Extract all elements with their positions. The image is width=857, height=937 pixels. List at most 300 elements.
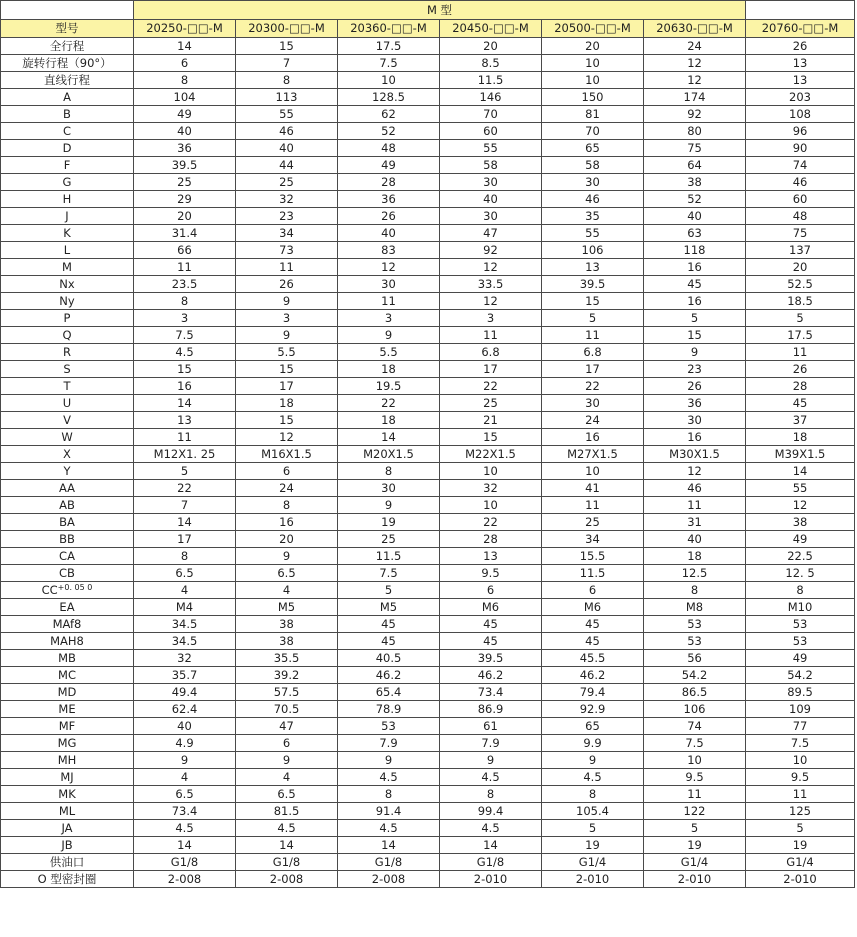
value-cell: 19 <box>542 837 644 854</box>
value-cell: 9.5 <box>746 769 855 786</box>
value-cell: 49 <box>746 531 855 548</box>
value-cell: 10 <box>644 752 746 769</box>
value-cell: 73.4 <box>440 684 542 701</box>
value-cell: 6.5 <box>134 565 236 582</box>
value-cell: 8.5 <box>440 55 542 72</box>
value-cell: G1/8 <box>236 854 338 871</box>
value-cell: 34 <box>236 225 338 242</box>
value-cell: 36 <box>134 140 236 157</box>
value-cell: 13 <box>746 55 855 72</box>
value-cell: G1/8 <box>440 854 542 871</box>
value-cell: 20 <box>134 208 236 225</box>
value-cell: 25 <box>440 395 542 412</box>
value-cell: G1/4 <box>746 854 855 871</box>
value-cell: 16 <box>134 378 236 395</box>
value-cell: 28 <box>440 531 542 548</box>
value-cell: 14 <box>134 514 236 531</box>
value-cell: 2-010 <box>542 871 644 888</box>
value-cell: M20X1.5 <box>338 446 440 463</box>
row-label: ML <box>1 803 134 820</box>
spec-row <box>1 735 855 752</box>
spec-row <box>1 89 855 106</box>
value-cell: M16X1.5 <box>236 446 338 463</box>
value-cell: M8 <box>644 599 746 616</box>
value-cell: 106 <box>542 242 644 259</box>
value-cell: 8 <box>134 293 236 310</box>
value-cell: 7.5 <box>338 55 440 72</box>
value-cell: 48 <box>746 208 855 225</box>
value-cell: 17 <box>440 361 542 378</box>
value-cell: 23.5 <box>134 276 236 293</box>
spec-row <box>1 140 855 157</box>
row-label: CB <box>1 565 134 582</box>
value-cell: 70 <box>542 123 644 140</box>
value-cell: 40 <box>644 208 746 225</box>
value-cell: 30 <box>542 174 644 191</box>
value-cell: 34 <box>542 531 644 548</box>
value-cell: 4 <box>134 769 236 786</box>
value-cell: 9 <box>338 327 440 344</box>
value-cell: 44 <box>236 157 338 174</box>
value-cell: 14 <box>746 463 855 480</box>
value-cell: 30 <box>338 480 440 497</box>
spec-row <box>1 718 855 735</box>
value-cell: 64 <box>644 157 746 174</box>
corner-cell <box>1 1 134 20</box>
value-cell: 18 <box>338 412 440 429</box>
value-cell: 56 <box>644 650 746 667</box>
value-cell: 8 <box>644 582 746 599</box>
spec-row <box>1 837 855 854</box>
spec-row <box>1 633 855 650</box>
value-cell: 4.5 <box>134 344 236 361</box>
value-cell: 4.5 <box>338 769 440 786</box>
value-cell: 10 <box>542 55 644 72</box>
value-cell: 15 <box>542 293 644 310</box>
value-cell: 4 <box>236 769 338 786</box>
value-cell: 46.2 <box>338 667 440 684</box>
value-cell: 75 <box>746 225 855 242</box>
spec-row <box>1 157 855 174</box>
spec-row <box>1 72 855 89</box>
spec-row <box>1 752 855 769</box>
value-cell: 92.9 <box>542 701 644 718</box>
value-cell: 15.5 <box>542 548 644 565</box>
value-cell: 16 <box>236 514 338 531</box>
spec-row <box>1 225 855 242</box>
value-cell: 73 <box>236 242 338 259</box>
value-cell: 24 <box>236 480 338 497</box>
value-cell: 5 <box>746 310 855 327</box>
value-cell: 53 <box>644 616 746 633</box>
value-cell: 9 <box>134 752 236 769</box>
value-cell: 23 <box>236 208 338 225</box>
value-cell: 92 <box>644 106 746 123</box>
row-label: MB <box>1 650 134 667</box>
spec-row <box>1 531 855 548</box>
value-cell: 80 <box>644 123 746 140</box>
value-cell: 6 <box>542 582 644 599</box>
value-cell: 45 <box>338 633 440 650</box>
row-label: EA <box>1 599 134 616</box>
value-cell: 4.5 <box>542 769 644 786</box>
value-cell: 15 <box>236 361 338 378</box>
value-cell: 4 <box>236 582 338 599</box>
value-cell: 6 <box>236 735 338 752</box>
value-cell: 14 <box>440 837 542 854</box>
value-cell: G1/4 <box>644 854 746 871</box>
value-cell: 15 <box>644 327 746 344</box>
model-header: 20630-□□-M <box>644 20 746 38</box>
spec-row <box>1 820 855 837</box>
value-cell: 29 <box>134 191 236 208</box>
spec-row <box>1 565 855 582</box>
value-cell: 106 <box>644 701 746 718</box>
spec-row <box>1 395 855 412</box>
value-cell: 17.5 <box>746 327 855 344</box>
row-label: MF <box>1 718 134 735</box>
value-cell: 74 <box>644 718 746 735</box>
value-cell: 58 <box>542 157 644 174</box>
value-cell: 20 <box>236 531 338 548</box>
spec-row <box>1 38 855 55</box>
value-cell: 4.9 <box>134 735 236 752</box>
value-cell: 5 <box>746 820 855 837</box>
value-cell: 99.4 <box>440 803 542 820</box>
value-cell: 45 <box>440 633 542 650</box>
value-cell: 14 <box>134 395 236 412</box>
value-cell: 40 <box>134 718 236 735</box>
model-header: 20760-□□-M <box>746 20 855 38</box>
value-cell: M4 <box>134 599 236 616</box>
value-cell: M22X1.5 <box>440 446 542 463</box>
value-cell: 15 <box>134 361 236 378</box>
value-cell: 53 <box>746 633 855 650</box>
value-cell: 8 <box>236 497 338 514</box>
value-cell: 24 <box>644 38 746 55</box>
value-cell: 25 <box>338 531 440 548</box>
value-cell: 150 <box>542 89 644 106</box>
value-cell: 5 <box>644 310 746 327</box>
value-cell: 15 <box>440 429 542 446</box>
value-cell: 5.5 <box>236 344 338 361</box>
value-cell: 18 <box>644 548 746 565</box>
value-cell: 9.5 <box>644 769 746 786</box>
row-label: K <box>1 225 134 242</box>
tolerance-note: +0. 05 0 <box>57 583 93 592</box>
value-cell: 2-010 <box>746 871 855 888</box>
value-cell: 4 <box>134 582 236 599</box>
value-cell: M39X1.5 <box>746 446 855 463</box>
value-cell: G1/8 <box>338 854 440 871</box>
value-cell: 128.5 <box>338 89 440 106</box>
value-cell: 12 <box>746 497 855 514</box>
spec-row <box>1 803 855 820</box>
value-cell: G1/8 <box>134 854 236 871</box>
value-cell: 4.5 <box>338 820 440 837</box>
value-cell: 11.5 <box>338 548 440 565</box>
value-cell: 32 <box>440 480 542 497</box>
row-label: JA <box>1 820 134 837</box>
spec-row <box>1 55 855 72</box>
value-cell: 19 <box>338 514 440 531</box>
row-label: MD <box>1 684 134 701</box>
value-cell: 14 <box>338 837 440 854</box>
value-cell: 33.5 <box>440 276 542 293</box>
value-cell: 53 <box>746 616 855 633</box>
value-cell: 83 <box>338 242 440 259</box>
value-cell: 11 <box>746 344 855 361</box>
value-cell: 7.5 <box>746 735 855 752</box>
row-label: AB <box>1 497 134 514</box>
row-label: ME <box>1 701 134 718</box>
value-cell: 2-010 <box>440 871 542 888</box>
group-header-row <box>1 1 855 20</box>
row-label: V <box>1 412 134 429</box>
value-cell: 49 <box>134 106 236 123</box>
value-cell: 47 <box>440 225 542 242</box>
value-cell: 174 <box>644 89 746 106</box>
value-cell: 22 <box>134 480 236 497</box>
value-cell: 48 <box>338 140 440 157</box>
value-cell: 60 <box>746 191 855 208</box>
row-label: P <box>1 310 134 327</box>
value-cell: 25 <box>542 514 644 531</box>
value-cell: 17 <box>236 378 338 395</box>
spec-row <box>1 599 855 616</box>
value-cell: 16 <box>644 259 746 276</box>
value-cell: 6 <box>440 582 542 599</box>
value-cell: 11 <box>134 429 236 446</box>
value-cell: 19 <box>746 837 855 854</box>
row-label: L <box>1 242 134 259</box>
value-cell: 40 <box>644 531 746 548</box>
value-cell: 38 <box>236 616 338 633</box>
value-cell: 77 <box>746 718 855 735</box>
value-cell: 60 <box>440 123 542 140</box>
value-cell: 35.5 <box>236 650 338 667</box>
value-cell: 70.5 <box>236 701 338 718</box>
value-cell: 28 <box>746 378 855 395</box>
value-cell: 31 <box>644 514 746 531</box>
spec-row <box>1 242 855 259</box>
value-cell: M12X1. 25 <box>134 446 236 463</box>
value-cell: 24 <box>542 412 644 429</box>
value-cell: 5 <box>644 820 746 837</box>
value-cell: 9 <box>236 752 338 769</box>
value-cell: 2-008 <box>134 871 236 888</box>
spec-row <box>1 548 855 565</box>
value-cell: 45 <box>644 276 746 293</box>
value-cell: M27X1.5 <box>542 446 644 463</box>
row-label: H <box>1 191 134 208</box>
value-cell: 6.5 <box>134 786 236 803</box>
value-cell: 10 <box>440 463 542 480</box>
value-cell: 40 <box>338 225 440 242</box>
value-cell: 16 <box>644 429 746 446</box>
value-cell: 15 <box>236 38 338 55</box>
row-label: MH <box>1 752 134 769</box>
value-cell: 41 <box>542 480 644 497</box>
value-cell: 28 <box>338 174 440 191</box>
value-cell: 19 <box>644 837 746 854</box>
value-cell: 10 <box>440 497 542 514</box>
spec-row <box>1 667 855 684</box>
value-cell: 22 <box>440 514 542 531</box>
value-cell: 9 <box>236 293 338 310</box>
value-cell: 58 <box>440 157 542 174</box>
value-cell: 52.5 <box>746 276 855 293</box>
value-cell: 49 <box>338 157 440 174</box>
value-cell: 137 <box>746 242 855 259</box>
model-label: 型号 <box>1 20 134 38</box>
value-cell: 92 <box>440 242 542 259</box>
value-cell: 46 <box>236 123 338 140</box>
value-cell: 40 <box>134 123 236 140</box>
value-cell: 11 <box>236 259 338 276</box>
spec-row <box>1 310 855 327</box>
spec-row <box>1 514 855 531</box>
value-cell: 10 <box>338 72 440 89</box>
value-cell: 65 <box>542 140 644 157</box>
value-cell: 108 <box>746 106 855 123</box>
value-cell: 13 <box>746 72 855 89</box>
value-cell: 8 <box>134 548 236 565</box>
value-cell: 7.5 <box>644 735 746 752</box>
value-cell: 12.5 <box>644 565 746 582</box>
value-cell: 20 <box>542 38 644 55</box>
value-cell: 38 <box>746 514 855 531</box>
value-cell: 63 <box>644 225 746 242</box>
value-cell: 26 <box>236 276 338 293</box>
row-label: Ny <box>1 293 134 310</box>
value-cell: 5 <box>134 463 236 480</box>
row-label: O 型密封圈 <box>1 871 134 888</box>
value-cell: 11 <box>644 786 746 803</box>
value-cell: 22.5 <box>746 548 855 565</box>
value-cell: 39.2 <box>236 667 338 684</box>
value-cell: 26 <box>746 361 855 378</box>
value-cell: 25 <box>236 174 338 191</box>
value-cell: 47 <box>236 718 338 735</box>
value-cell: 89.5 <box>746 684 855 701</box>
value-cell: 109 <box>746 701 855 718</box>
value-cell: G1/4 <box>542 854 644 871</box>
value-cell: 36 <box>644 395 746 412</box>
value-cell: 90 <box>746 140 855 157</box>
value-cell: 10 <box>746 752 855 769</box>
spec-row <box>1 446 855 463</box>
model-header: 20450-□□-M <box>440 20 542 38</box>
value-cell: 9 <box>236 327 338 344</box>
model-header: 20500-□□-M <box>542 20 644 38</box>
value-cell: 4.5 <box>236 820 338 837</box>
value-cell: 7.9 <box>440 735 542 752</box>
spec-row <box>1 701 855 718</box>
value-cell: 78.9 <box>338 701 440 718</box>
value-cell: 54.2 <box>644 667 746 684</box>
value-cell: 55 <box>542 225 644 242</box>
row-label: BB <box>1 531 134 548</box>
value-cell: 17 <box>134 531 236 548</box>
spec-row <box>1 463 855 480</box>
row-label: MK <box>1 786 134 803</box>
row-label: Nx <box>1 276 134 293</box>
value-cell: 8 <box>338 786 440 803</box>
row-label: Q <box>1 327 134 344</box>
value-cell: 6.8 <box>440 344 542 361</box>
value-cell: 45.5 <box>542 650 644 667</box>
value-cell: 45 <box>440 616 542 633</box>
spec-row <box>1 684 855 701</box>
value-cell: 11 <box>746 786 855 803</box>
value-cell: 70 <box>440 106 542 123</box>
value-cell: 104 <box>134 89 236 106</box>
value-cell: 9 <box>236 548 338 565</box>
value-cell: 8 <box>338 463 440 480</box>
value-cell: 46 <box>746 174 855 191</box>
value-cell: 26 <box>644 378 746 395</box>
row-label: MAH8 <box>1 633 134 650</box>
spec-row <box>1 106 855 123</box>
value-cell: 7 <box>134 497 236 514</box>
group-title: M 型 <box>134 1 746 20</box>
value-cell: 4.5 <box>134 820 236 837</box>
value-cell: 32 <box>236 191 338 208</box>
spec-row <box>1 276 855 293</box>
value-cell: 6.8 <box>542 344 644 361</box>
value-cell: 2-008 <box>338 871 440 888</box>
value-cell: 11 <box>338 293 440 310</box>
row-label: 旋转行程（90°） <box>1 55 134 72</box>
value-cell: 5 <box>542 310 644 327</box>
value-cell: 22 <box>440 378 542 395</box>
value-cell: 9.9 <box>542 735 644 752</box>
model-header-row <box>1 20 855 38</box>
spec-row <box>1 650 855 667</box>
spec-row <box>1 786 855 803</box>
value-cell: 86.5 <box>644 684 746 701</box>
value-cell: 74 <box>746 157 855 174</box>
row-label: M <box>1 259 134 276</box>
value-cell: 9 <box>338 497 440 514</box>
spec-row <box>1 361 855 378</box>
value-cell: 21 <box>440 412 542 429</box>
spec-row <box>1 344 855 361</box>
value-cell: 61 <box>440 718 542 735</box>
value-cell: 73.4 <box>134 803 236 820</box>
value-cell: 34.5 <box>134 616 236 633</box>
row-label <box>1 582 134 599</box>
spec-row <box>1 854 855 871</box>
value-cell: 37 <box>746 412 855 429</box>
value-cell: 12 <box>644 463 746 480</box>
spec-row <box>1 871 855 888</box>
value-cell: 14 <box>134 837 236 854</box>
value-cell: 203 <box>746 89 855 106</box>
value-cell: 14 <box>338 429 440 446</box>
row-label: CA <box>1 548 134 565</box>
value-cell: 10 <box>542 463 644 480</box>
value-cell: 7 <box>236 55 338 72</box>
value-cell: 3 <box>134 310 236 327</box>
value-cell: 12 <box>440 293 542 310</box>
value-cell: 26 <box>746 38 855 55</box>
value-cell: 12 <box>338 259 440 276</box>
value-cell: 105.4 <box>542 803 644 820</box>
value-cell: 38 <box>644 174 746 191</box>
value-cell: 8 <box>746 582 855 599</box>
